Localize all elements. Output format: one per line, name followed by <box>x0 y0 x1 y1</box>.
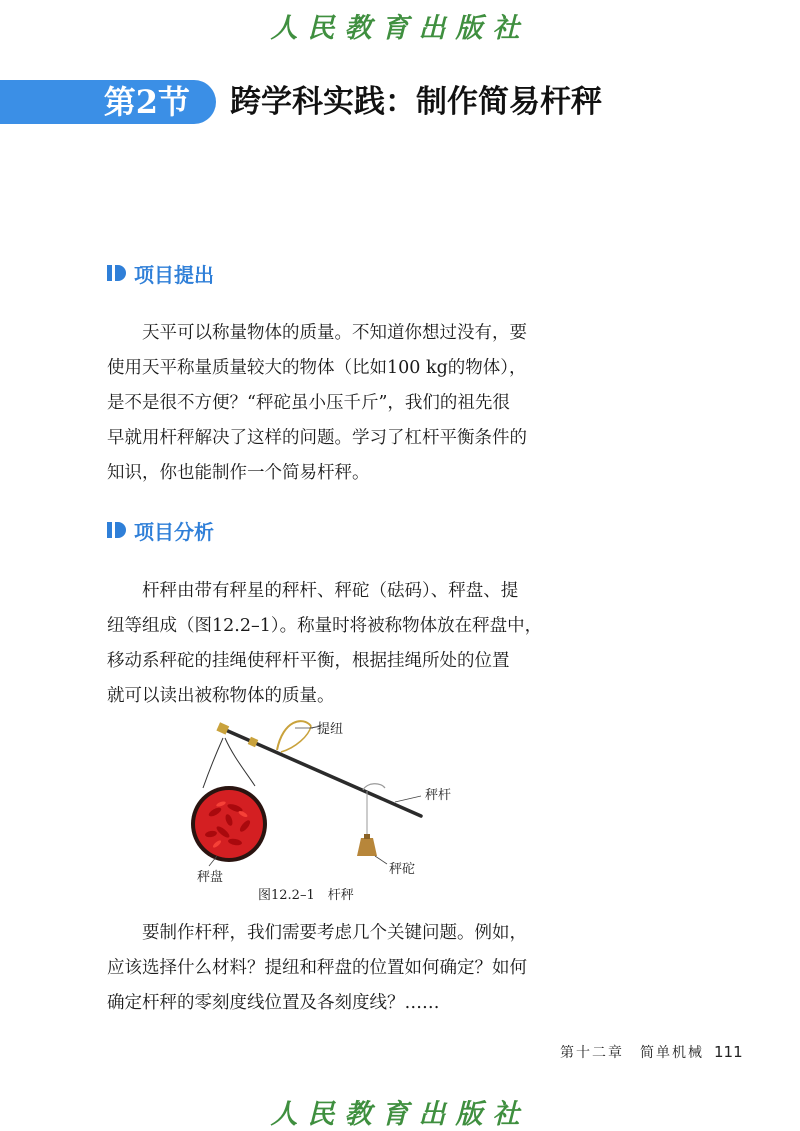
steelyard-illustration <box>185 716 465 906</box>
text-line: 杆秤由带有秤星的秤杆、秤砣（砝码）、秤盘、提 <box>142 581 519 601</box>
heading-project-analysis <box>106 515 214 545</box>
label-weight: 秤砣 <box>389 862 416 877</box>
text-line: 是不是很不方便？“秤砣虽小压千斤”，我们的祖先很 <box>107 393 510 413</box>
chapter-label: 第十二章 简单机械 <box>560 1045 704 1061</box>
paragraph-project-proposal <box>107 316 552 491</box>
text-line: 天平可以称量物体的质量。不知道你想过没有，要 <box>142 323 527 343</box>
publisher-logo-top: 人民教育出版社 <box>270 13 530 44</box>
label-beam: 秤杆 <box>425 788 452 803</box>
text-line: 知识，你也能制作一个简易杆秤。 <box>107 463 370 483</box>
text-line: 纽等组成（图12.2–1）。称量时将被称物体放在秤盘中， <box>107 616 543 636</box>
heading-text: 项目提出 <box>134 262 214 287</box>
heading-text: 项目分析 <box>134 519 214 544</box>
heading-project-proposal <box>106 258 214 288</box>
paragraph-closing <box>107 916 552 1021</box>
text-line: 使用天平称量质量较大的物体（比如100 kg的物体）， <box>107 358 527 378</box>
heading-marker-icon <box>106 263 128 283</box>
text-line: 应该选择什么材料？提纽和秤盘的位置如何确定？如何 <box>107 958 527 978</box>
page-number: 111 <box>714 1043 743 1061</box>
section-number-badge: 第2节 <box>0 80 216 124</box>
text-line: 要制作杆秤，我们需要考虑几个关键问题。例如， <box>142 923 527 943</box>
heading-marker-icon <box>106 520 128 540</box>
figure-caption: 图12.2–1 杆秤 <box>258 888 354 903</box>
text-line: 就可以读出被称物体的质量。 <box>107 686 335 706</box>
text-line: 确定杆秤的零刻度线位置及各刻度线？…… <box>107 993 440 1013</box>
label-pan: 秤盘 <box>197 870 224 885</box>
paragraph-project-analysis <box>107 574 552 714</box>
section-title: 跨学科实践：制作简易杆秤 <box>230 84 602 120</box>
steelyard-figure <box>185 716 465 906</box>
label-handle: 提纽 <box>317 722 344 737</box>
publisher-logo-bottom: 人民教育出版社 <box>270 1099 530 1130</box>
text-line: 移动系秤砣的挂绳使秤杆平衡，根据挂绳所处的位置 <box>107 651 510 671</box>
text-line: 早就用杆秤解决了这样的问题。学习了杠杆平衡条件的 <box>107 428 527 448</box>
page-footer <box>560 1042 743 1062</box>
